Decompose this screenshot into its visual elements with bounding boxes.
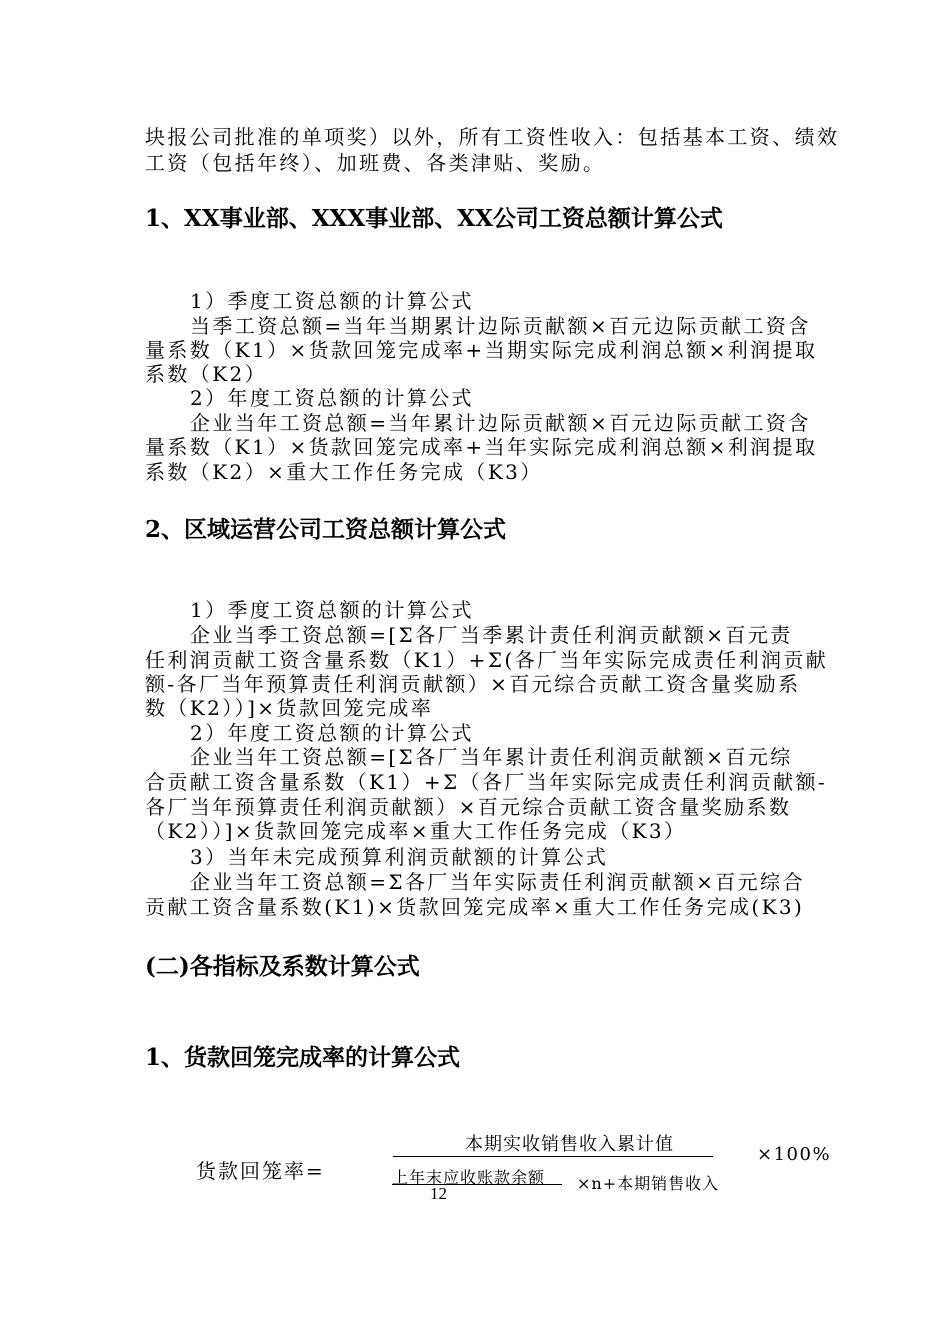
formula-numerator: 本期实收销售收入累计值 (465, 1134, 674, 1155)
formula-denominator-fraction-top: 上年末应收账款余额 (392, 1168, 546, 1187)
section-2-sub1-line-4: 数（K2））]×货款回笼完成率 (145, 696, 434, 720)
formula-denominator-fraction-bottom: 12 (430, 1184, 447, 1203)
section-1-sub2-title: 2）年度工资总额的计算公式 (190, 386, 474, 410)
section-2-sub1-line-1: 企业当季工资总额=[Σ各厂当季累计责任利润贡献额×百元责 (190, 623, 793, 647)
section-3-heading: (二)各指标及系数计算公式 (145, 953, 420, 980)
section-2-sub2-line-2: 合贡献工资含量系数（K1）+Σ（各厂当年实际完成责任利润贡献额- (145, 770, 828, 794)
section-2-sub2-line-4: （K2））]×货款回笼完成率×重大工作任务完成（K3） (145, 819, 687, 843)
section-2-sub1-line-3: 额-各厂当年预算责任利润贡献额）×百元综合贡献工资含量奖励系 (145, 672, 801, 696)
section-2-sub3-title: 3）当年未完成预算利润贡献额的计算公式 (190, 845, 609, 869)
section-1-sub1-line-1: 当季工资总额=当年当期累计边际贡献额×百元边际贡献工资含 (190, 314, 811, 338)
section-1-sub1-line-3: 系数（K2） (145, 362, 268, 386)
section-1-sub2-line-1: 企业当年工资总额=当年累计边际贡献额×百元边际贡献工资含 (190, 411, 811, 435)
section-2-sub2-title: 2）年度工资总额的计算公式 (190, 721, 474, 745)
section-2-sub2-line-3: 各厂当年预算责任利润贡献额）×百元综合贡献工资含量奖励系数 (145, 795, 792, 819)
section-2-sub1-line-2: 任利润贡献工资含量系数（K1）+Σ(各厂当年实际完成责任利润贡献 (145, 648, 829, 672)
formula-denominator-rest: ×n+本期销售收入 (577, 1174, 720, 1193)
formula-fraction-bar (393, 1156, 713, 1157)
section-1-sub2-line-3: 系数（K2）×重大工作任务完成（K3） (145, 460, 543, 484)
section-1-heading: 1、XX事业部、XXX事业部、XX公司工资总额计算公式 (145, 205, 723, 232)
section-2-sub3-line-2: 贡献工资含量系数(K1)×货款回笼完成率×重大工作任务完成(K3) (145, 895, 805, 919)
section-1-sub1-line-2: 量系数（K1）×货款回笼完成率+当期实际完成利润总额×利润提取 (145, 338, 818, 362)
collection-rate-formula (0, 1125, 950, 1215)
section-1-sub2-line-2: 量系数（K1）×货款回笼完成率+当年实际完成利润总额×利润提取 (145, 435, 818, 459)
section-2-heading: 2、区域运营公司工资总额计算公式 (145, 516, 507, 543)
formula-label: 货款回笼率= (196, 1159, 325, 1183)
section-2-sub3-line-1: 企业当年工资总额=Σ各厂当年实际责任利润贡献额×百元综合 (190, 870, 805, 894)
section-2-sub1-title: 1）季度工资总额的计算公式 (190, 598, 474, 622)
formula-subfraction-bar (392, 1184, 562, 1185)
intro-line-2: 工资（包括年终）、加班费、各类津贴、奖励。 (145, 151, 606, 175)
section-4-heading: 1、货款回笼完成率的计算公式 (145, 1044, 461, 1071)
section-1-sub1-title: 1）季度工资总额的计算公式 (190, 289, 474, 313)
formula-multiplier: ×100% (757, 1144, 832, 1165)
section-2-sub2-line-1: 企业当年工资总额=[Σ各厂当年累计责任利润贡献额×百元综 (190, 745, 793, 769)
intro-line-1: 块报公司批准的单项奖）以外，所有工资性收入：包括基本工资、绩效 (145, 125, 840, 149)
